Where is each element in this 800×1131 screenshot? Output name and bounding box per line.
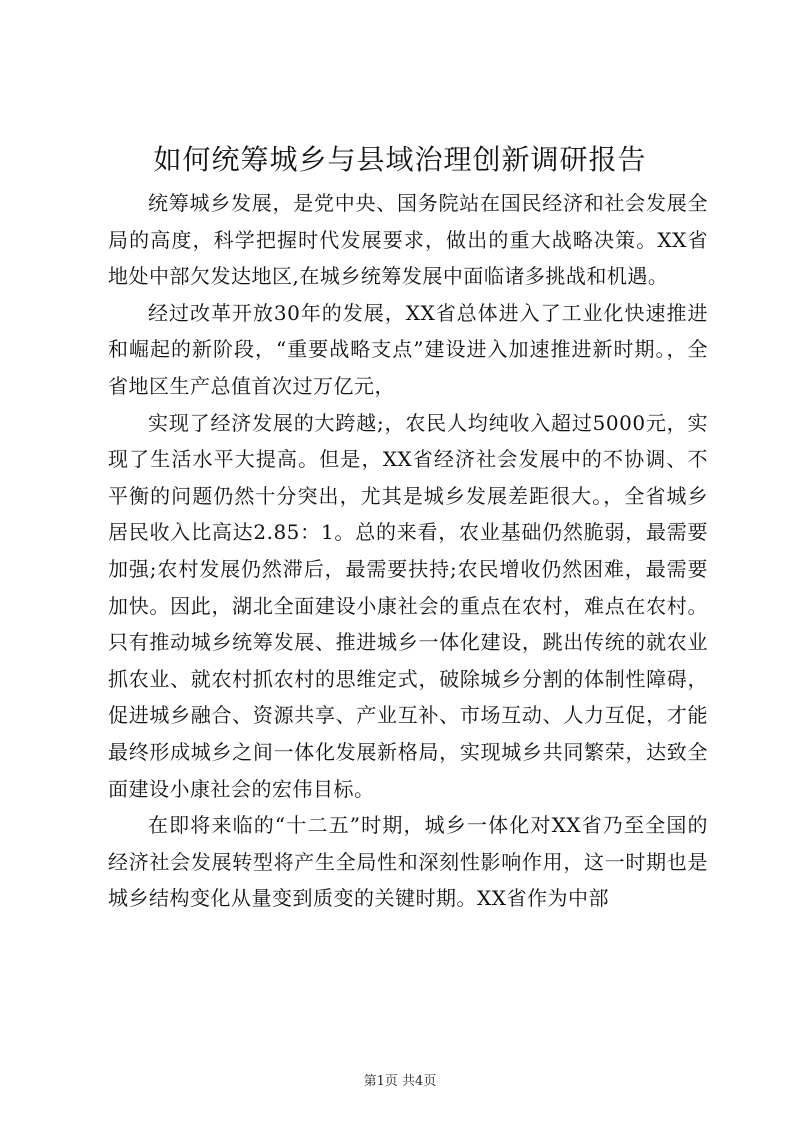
paragraph-1: 统筹城乡发展，是党中央、国务院站在国民经济和社会发展全局的高度，科学把握时代发展要求，做出的重大战略决策。XX省地处中部欠发达地区,在城乡统筹发展中面临诸多挑战和机遇。: [108, 191, 708, 289]
document-body: [108, 185, 708, 917]
page-number: 第1页 共4页: [363, 1074, 437, 1089]
document-title: 如何统筹城乡与县域治理创新调研报告: [153, 143, 647, 176]
paragraph-4: 在即将来临的“十二五”时期，城乡一体化对XX省乃至全国的经济社会发展转型将产生全局性和深刻性影响作用，这一时期也是城乡结构变化从量变到质变的关键时期。XX省作为中部: [108, 813, 708, 911]
page-footer: [0, 1072, 800, 1092]
paragraph-2: 经过改革开放30年的发展，XX省总体进入了工业化快速推进和崛起的新阶段，“重要战略支点”建设进入加速推进新时期。，全省地区生产总值首次过万亿元，: [108, 300, 708, 398]
paragraph-3: 实现了经济发展的大跨越;，农民人均纯收入超过5000元，实现了生活水平大提高。但是，XX省经济社会发展中的不协调、不平衡的问题仍然十分突出，尤其是城乡发展差距很大。，全省城乡居民收入比高达2.85：1。总的来看，农业基础仍然脆弱，最需要加强;农村发展仍然滞后，最需要扶持;农民增收仍然困难，最需要加快。因此，湖北全面建设小康社会的重点在农村，难点在农村。只有推动城乡统筹发展、推进城乡一体化建设，跳出传统的就农业抓农业、就农村抓农村的思维定式，破除城乡分割的体制性障碍，促进城乡融合、资源共享、产业互补、市场互动、人力互促，才能最终形成城乡之间一体化发展新格局，实现城乡共同繁荣，达致全面建设小康社会的宏伟目标。: [108, 410, 708, 801]
